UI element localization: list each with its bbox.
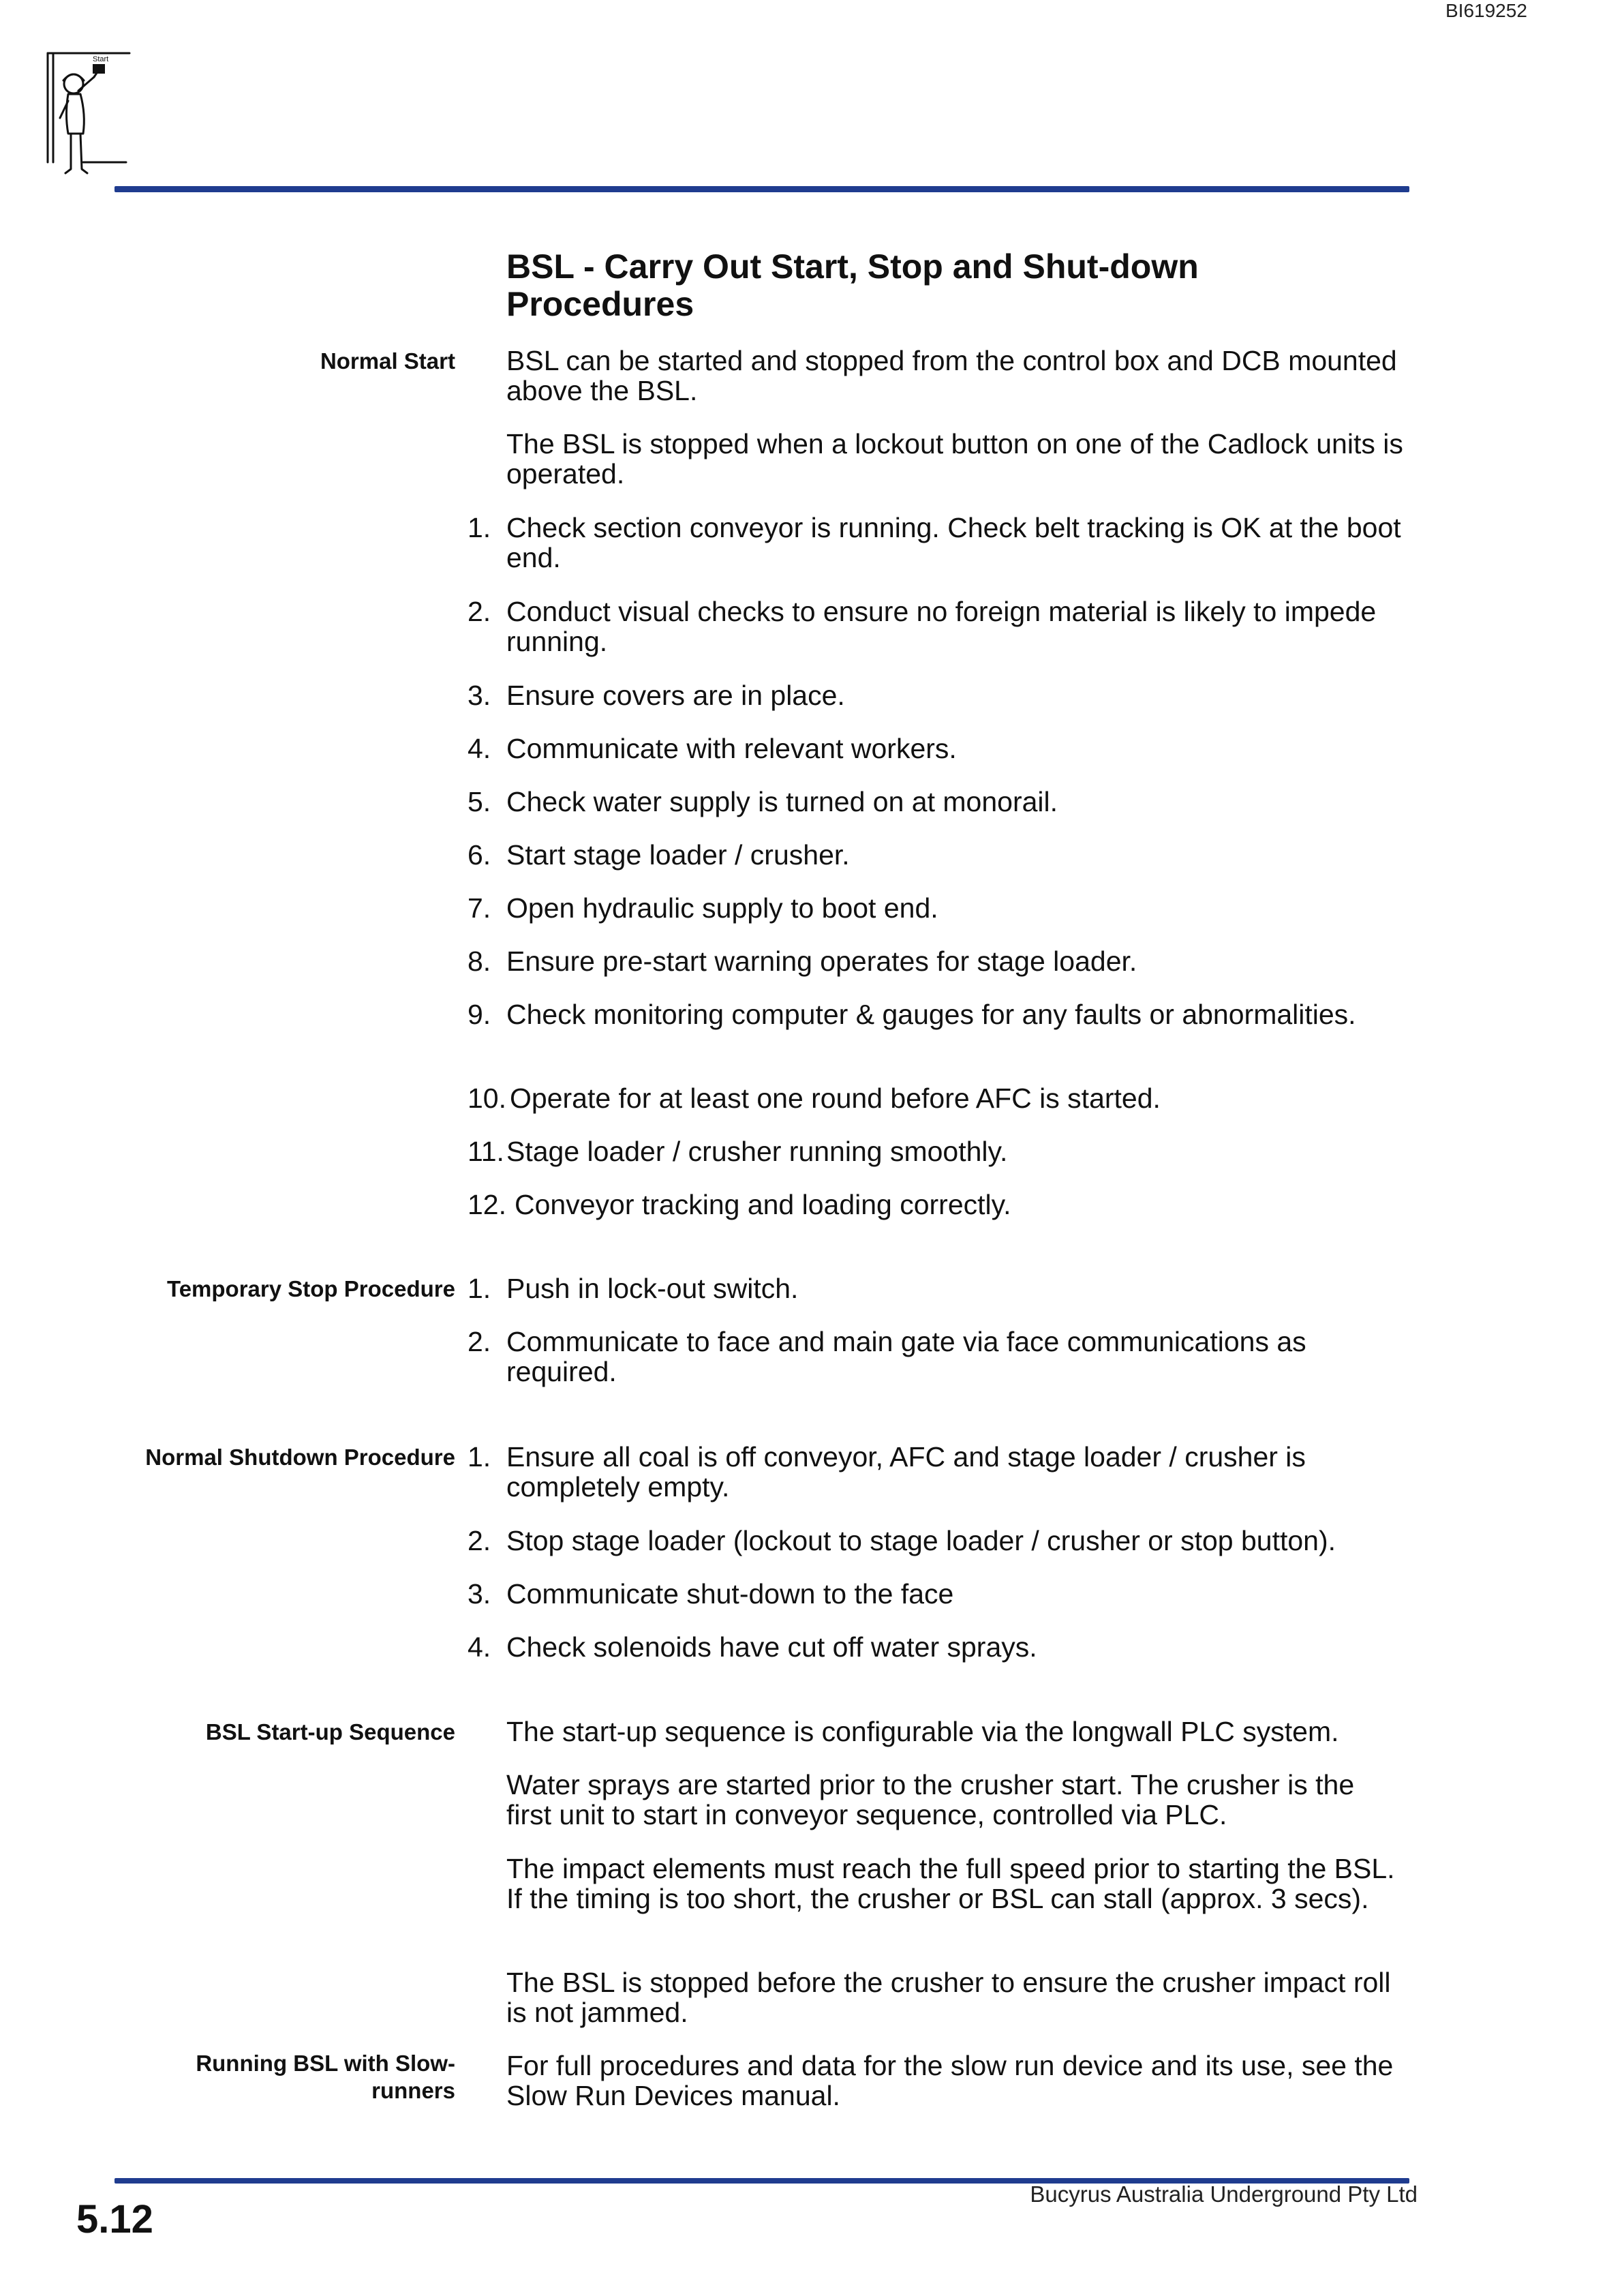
section-label-temporary-stop: Temporary Stop Procedure: [167, 1276, 455, 1301]
section-label-slow-runners: Running BSL with Slow-runners: [196, 2051, 455, 2103]
company-name: Bucyrus Australia Underground Pty Ltd: [1030, 2181, 1418, 2207]
startup-sequence-paragraph-4: The BSL is stopped before the crusher to ensure the crusher impact roll is not jammed.: [506, 1967, 1391, 2028]
normal-start-step: Conduct visual checks to ensure no foreign material is likely to impede running.: [506, 596, 1377, 657]
normal-start-step: Ensure pre-start warning operates for stage loader.: [506, 946, 1137, 977]
temporary-stop-step-number: 1.: [468, 1273, 491, 1304]
normal-start-step-number: 12.: [468, 1189, 506, 1220]
start-button-label: Start: [93, 55, 109, 63]
section-label-normal-start: Normal Start: [320, 348, 455, 374]
temporary-stop-step: Communicate to face and main gate via face communications as required.: [506, 1326, 1306, 1387]
normal-start-step: Start stage loader / crusher.: [506, 839, 850, 871]
normal-start-step-number: 4.: [468, 733, 491, 764]
normal-start-step: Check water supply is turned on at monorail.: [506, 786, 1058, 817]
normal-start-step-number: 10.: [468, 1083, 506, 1114]
normal-shutdown-step-number: 3.: [468, 1578, 491, 1610]
document-id: BI619252: [1445, 0, 1527, 21]
temporary-stop-step: Push in lock-out switch.: [506, 1273, 799, 1304]
normal-shutdown-step-number: 2.: [468, 1525, 491, 1556]
normal-start-step-number: 3.: [468, 680, 491, 711]
normal-start-step: Check section conveyor is running. Check belt tracking is OK at the boot end.: [506, 512, 1401, 573]
normal-start-step-number: 7.: [468, 892, 491, 924]
worker-start-icon: [41, 46, 136, 190]
section-label-normal-shutdown: Normal Shutdown Procedure: [145, 1445, 455, 1470]
normal-start-step: Stage loader / crusher running smoothly.: [506, 1136, 1008, 1167]
section-label-startup-sequence: BSL Start-up Sequence: [205, 1719, 455, 1744]
page-title: BSL - Carry Out Start, Stop and Shut-down Procedures: [506, 247, 1199, 323]
normal-start-step-number: 9.: [468, 999, 491, 1030]
header-rule: [114, 186, 1409, 192]
temporary-stop-step-number: 2.: [468, 1326, 491, 1357]
startup-sequence-paragraph-2: Water sprays are started prior to the crusher start. The crusher is the first unit to start in conveyor sequence, controlled via PLC.: [506, 1769, 1355, 1830]
normal-shutdown-step-number: 4.: [468, 1631, 491, 1663]
slow-runners-paragraph: For full procedures and data for the slow run device and its use, see the Slow Run Devices manual.: [506, 2050, 1394, 2111]
normal-start-step: Operate for at least one round before AFC is started.: [510, 1083, 1161, 1114]
normal-start-step-number: 1.: [468, 512, 491, 543]
normal-start-step: Ensure covers are in place.: [506, 680, 845, 711]
normal-start-paragraph-1: BSL can be started and stopped from the control box and DCB mounted above the BSL.: [506, 345, 1397, 406]
normal-start-step-number: 2.: [468, 596, 491, 627]
normal-shutdown-step: Ensure all coal is off conveyor, AFC and stage loader / crusher is completely empty.: [506, 1441, 1306, 1502]
normal-start-step: Conveyor tracking and loading correctly.: [515, 1189, 1011, 1220]
normal-shutdown-step: Communicate shut-down to the face: [506, 1578, 954, 1610]
normal-start-step-number: 6.: [468, 839, 491, 871]
normal-shutdown-step: Check solenoids have cut off water sprays.: [506, 1631, 1037, 1663]
normal-start-step: Open hydraulic supply to boot end.: [506, 892, 938, 924]
normal-start-step-number: 8.: [468, 946, 491, 977]
normal-start-step-number: 5.: [468, 786, 491, 817]
normal-start-step: Communicate with relevant workers.: [506, 733, 957, 764]
normal-start-step-number: 11.: [468, 1136, 504, 1167]
normal-shutdown-step-number: 1.: [468, 1441, 491, 1472]
page-number: 5.12: [76, 2197, 153, 2241]
normal-start-paragraph-2: The BSL is stopped when a lockout button on one of the Cadlock units is operated.: [506, 428, 1403, 489]
normal-start-step: Check monitoring computer & gauges for any faults or abnormalities.: [506, 999, 1356, 1030]
startup-sequence-paragraph-3: The impact elements must reach the full speed prior to starting the BSL. If the timing is too short, the crusher or BSL can stall (approx. 3 secs).: [506, 1853, 1395, 1914]
normal-shutdown-step: Stop stage loader (lockout to stage loader / crusher or stop button).: [506, 1525, 1336, 1556]
startup-sequence-paragraph-1: The start-up sequence is configurable via the longwall PLC system.: [506, 1716, 1339, 1747]
